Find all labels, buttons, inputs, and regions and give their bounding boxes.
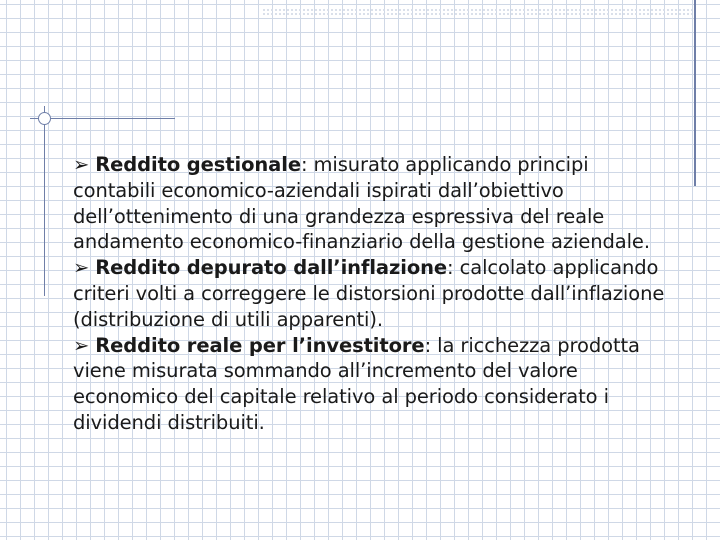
decorative-dotted-band <box>262 8 692 16</box>
bullet-text: : calcolato applicando criteri volti a correggere le distorsioni prodotte dall’inflazione (distribuzione di utili apparenti). <box>73 256 665 331</box>
bullet-text: : misurato applicando principi contabili economico-aziendali ispirati dall’obiettivo dell’ottenimento di una grandezza espressiva del reale andamento economico-finanziario della gestione aziendale. <box>73 153 650 254</box>
decorative-vertical-rule-left <box>44 106 45 296</box>
arrow-bullet-icon: ➢ <box>73 256 90 280</box>
bullet-paragraph-reddito-gestionale <box>73 152 673 255</box>
bullet-term: Reddito gestionale <box>95 153 301 176</box>
slide-body <box>73 152 673 436</box>
bullet-term: Reddito reale per l’investitore <box>95 333 425 357</box>
bullet-paragraph-reddito-reale <box>73 333 673 436</box>
decorative-vertical-rule-right <box>694 0 696 186</box>
bullet-paragraph-reddito-depurato <box>73 255 673 332</box>
arrow-bullet-icon: ➢ <box>73 333 90 357</box>
bullet-text: : la ricchezza prodotta viene misurata sommando all’incremento del valore economico del capitale relativo al periodo considerato i dividendi distribuiti. <box>73 333 640 434</box>
arrow-bullet-icon: ➢ <box>73 153 90 176</box>
bullet-term: Reddito depurato dall’inflazione <box>95 256 448 280</box>
decorative-horizontal-rule <box>30 118 175 119</box>
ring-ornament-icon <box>38 112 51 125</box>
